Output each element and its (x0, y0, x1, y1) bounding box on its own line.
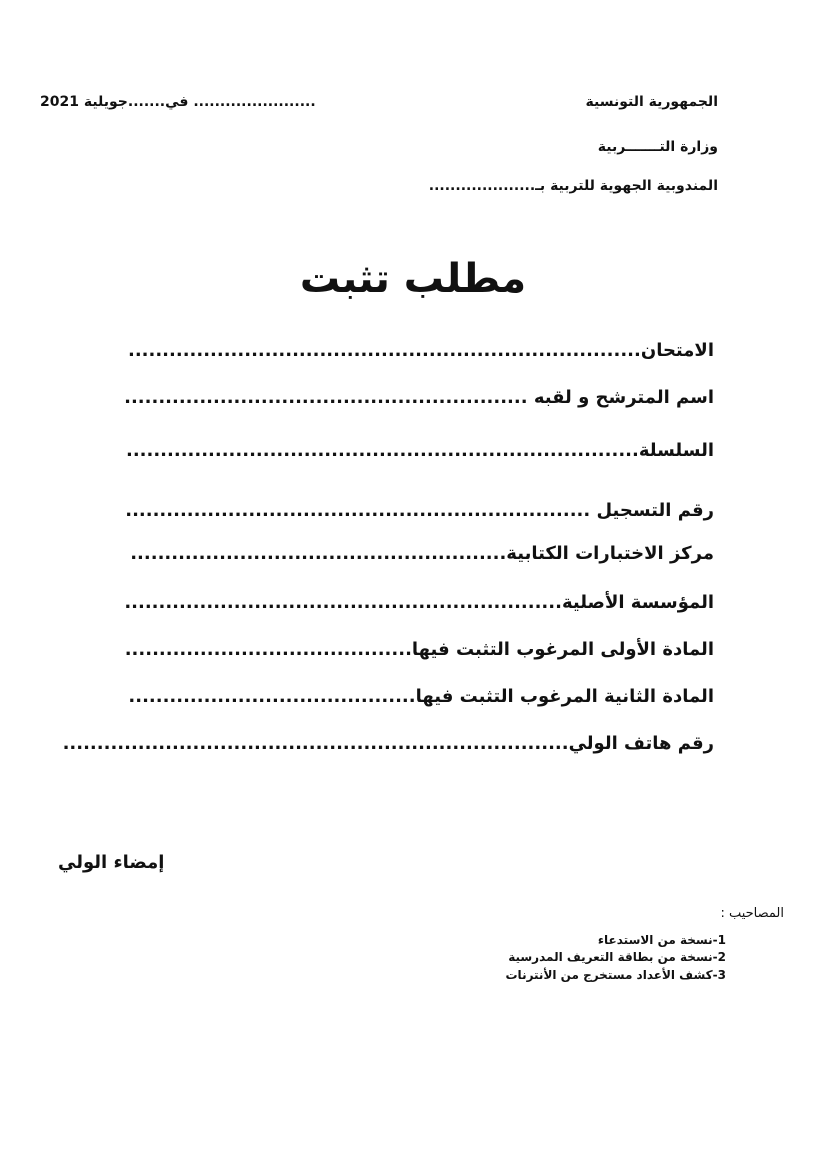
republic-header: الجمهورية التونسية (585, 94, 718, 110)
field-series: السلسلة........................................................................... (125, 440, 714, 461)
guardian-signature-label: إمضاء الولي (58, 852, 165, 873)
field-second-subject: المادة الثانية المرغوب التثبت فيها.......................................... (128, 686, 714, 707)
field-guardian-phone: رقم هاتف الولي.......................................................................... (62, 733, 714, 754)
field-original-institution: المؤسسة الأصلية................................................................ (124, 592, 714, 613)
attachment-item: 2-نسخة من بطاقة التعريف المدرسية (508, 950, 726, 964)
directorate-header: المندوبية الجهوية للتربية بـ.................... (428, 178, 718, 194)
page-title: مطلب تثبت (299, 256, 527, 302)
field-first-subject: المادة الأولى المرغوب التثبت فيها.......................................... (124, 639, 714, 660)
field-candidate-name: اسم المترشح و لقبه ........................................................... (124, 387, 714, 408)
attachment-item: 1-نسخة من الاستدعاء (597, 933, 726, 947)
attachment-item: 3-كشف الأعداد مستخرج من الأنترنات (505, 968, 726, 982)
field-exam-center: مركز الاختبارات الكتابية....................................................... (130, 543, 714, 564)
field-registration-number: رقم التسجيل .................................................................... (125, 500, 714, 521)
field-exam: الامتحان........................................................................... (127, 340, 714, 361)
attachments-title: المصاحيب : (720, 906, 784, 921)
date-line: ....................... في.......جويلية 2021 (40, 94, 316, 110)
ministry-header: وزارة التـــــــربية (597, 139, 718, 155)
